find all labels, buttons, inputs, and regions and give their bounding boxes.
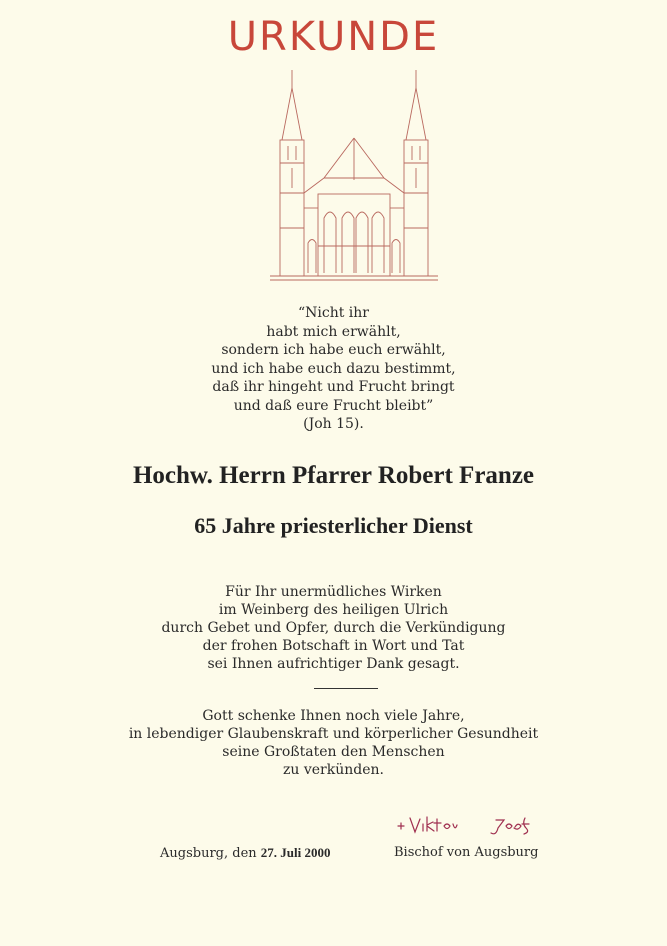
issuer-title: Bischof von Augsburg — [394, 845, 539, 860]
quote-reference: (Joh 15). — [303, 416, 364, 432]
bible-quote — [0, 304, 667, 434]
quote-line: habt mich erwählt, — [266, 323, 401, 340]
bishop-signature — [392, 812, 542, 840]
quote-line: sondern ich habe euch erwählt, — [221, 342, 446, 358]
dedication-text — [0, 583, 667, 673]
issue-date: 27. Juli 2000 — [260, 845, 331, 860]
certificate-title: URKUNDE — [227, 14, 440, 60]
blessing-line: seine Großtaten den Menschen — [222, 744, 445, 760]
recipient-name: Hochw. Herrn Pfarrer Robert Franze — [132, 462, 535, 489]
place-label: Augsburg, den — [160, 846, 257, 861]
quote-line: und ich habe euch dazu bestimmt, — [211, 360, 456, 377]
quote-line: daß ihr hingeht und Frucht bringt — [212, 379, 455, 395]
blessing-line: in lebendiger Glaubenskraft und körperlicher Gesundheit — [128, 726, 539, 742]
place-and-date — [160, 845, 331, 861]
divider — [314, 688, 378, 689]
blessing-text — [0, 707, 667, 779]
quote-line: und daß eure Frucht bleibt” — [233, 397, 434, 414]
quote-line: “Nicht ihr — [297, 305, 369, 321]
jubilee-heading: 65 Jahre priesterlicher Dienst — [194, 513, 473, 538]
dedication-line: sei Ihnen aufrichtiger Dank gesagt. — [207, 656, 460, 672]
dedication-line: im Weinberg des heiligen Ulrich — [218, 602, 449, 618]
cathedral-drawing — [268, 68, 440, 286]
dedication-line: durch Gebet und Opfer, durch die Verkündigung — [161, 620, 506, 636]
blessing-line: Gott schenke Ihnen noch viele Jahre, — [202, 708, 465, 724]
dedication-line: Für Ihr unermüdliches Wirken — [225, 584, 442, 600]
blessing-line: zu verkünden. — [283, 762, 384, 778]
dedication-line: der frohen Botschaft in Wort und Tat — [202, 638, 465, 654]
